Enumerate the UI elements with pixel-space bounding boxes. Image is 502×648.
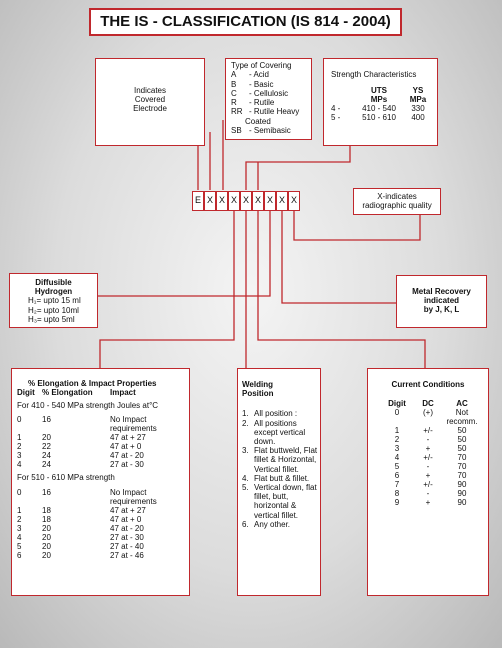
welding-item: [242, 409, 320, 418]
elong-percent: 24: [42, 451, 51, 461]
current-table: [382, 399, 480, 507]
elong-impact: 27 at - 30: [110, 460, 144, 470]
current-dc: +: [425, 444, 431, 454]
elongation-table-1: [17, 415, 170, 469]
strength-digit: 4 -: [331, 104, 341, 114]
current-dc: (+): [423, 408, 433, 418]
current-row: [382, 480, 480, 489]
elong-digit: 3: [17, 523, 22, 533]
elong-percent: 16: [42, 415, 51, 425]
elong-digit: 2: [17, 514, 22, 524]
current-digit: 9: [394, 498, 400, 508]
current-dc: +: [425, 471, 431, 481]
title-box: [89, 8, 402, 36]
covered-electrode-box: [95, 58, 205, 146]
elongation-header-table: [17, 388, 136, 397]
covering-code: B: [231, 79, 237, 89]
elong-digit: 1: [17, 505, 22, 515]
elongation-table-2: [17, 488, 170, 560]
elong-row: [17, 506, 170, 515]
covered-line-1: Indicates: [133, 86, 167, 95]
current-row: [382, 471, 480, 480]
elong-range-1: For 410 - 540 MPa strength Joules at°C: [17, 401, 159, 411]
elong-range-2: For 510 - 610 MPa strength: [17, 473, 115, 483]
code-cell-x: X: [252, 191, 264, 211]
welding-item: [242, 419, 320, 447]
elong-percent: 20: [42, 532, 51, 542]
covering-box: [225, 58, 312, 140]
ys-header: YS: [412, 86, 424, 96]
strength-ys: 330: [411, 104, 425, 114]
current-dc: +: [425, 498, 431, 508]
elong-header-impact: Impact: [110, 388, 136, 398]
welding-number: 6.: [242, 519, 249, 529]
elong-row: [17, 542, 170, 551]
welding-number: 4.: [242, 473, 249, 483]
elong-impact: 47 at - 20: [110, 523, 144, 533]
strength-title: Strength Characteristics: [331, 70, 417, 79]
current-digit: 1: [394, 426, 400, 436]
metal-line-3: by J, K, L: [423, 305, 460, 315]
elong-row: [17, 451, 170, 460]
covering-row: [231, 98, 311, 107]
welding-item: [242, 474, 320, 483]
current-row: [382, 462, 480, 471]
current-dc: +/-: [423, 480, 433, 490]
current-row: [382, 489, 480, 498]
current-dc: -: [426, 489, 430, 499]
current-ac: 90: [457, 480, 467, 490]
hydrogen-row: H₂= upto 10ml: [28, 305, 79, 315]
elong-percent: 20: [42, 550, 51, 560]
current-ac: Not recomm.: [446, 408, 478, 427]
uts-unit: MPs: [370, 95, 388, 105]
elong-digit: 3: [17, 451, 22, 461]
elong-percent: 18: [42, 505, 51, 515]
covering-desc: Coated: [245, 116, 271, 126]
elong-row: [17, 415, 170, 433]
covering-list: [231, 70, 311, 135]
current-row: [382, 444, 480, 453]
electrode-code: [192, 191, 302, 211]
current-header-ac: AC: [456, 399, 468, 409]
elong-row: [17, 488, 170, 506]
current-row: [382, 426, 480, 435]
elong-row: [17, 533, 170, 542]
elong-row: [17, 551, 170, 560]
elongation-title: % Elongation & Impact Properties: [28, 379, 157, 388]
elong-impact: No Impact requirements: [110, 415, 157, 434]
covering-row: [231, 117, 311, 126]
metal-line-2: indicated: [423, 296, 460, 306]
current-row: [382, 435, 480, 444]
strength-digit: 5 -: [331, 113, 341, 123]
current-dc: -: [426, 462, 430, 472]
elong-impact: 47 at + 27: [110, 433, 146, 443]
elong-percent: 20: [42, 523, 51, 533]
ys-unit: MPa: [409, 95, 427, 105]
welding-title-2: Position: [242, 389, 274, 399]
current-ac: 50: [457, 444, 467, 454]
covering-code: SB: [231, 126, 242, 136]
hydrogen-row: H₃= upto 5ml: [28, 314, 75, 324]
covered-line-2: Covered: [134, 95, 166, 105]
welding-box: [237, 368, 321, 596]
code-cell-x: X: [240, 191, 252, 211]
elong-impact: 47 at + 0: [110, 514, 142, 524]
welding-item: [242, 483, 320, 520]
welding-text: All position :: [254, 409, 298, 419]
elong-digit: 4: [17, 460, 22, 470]
current-ac: 90: [457, 498, 467, 508]
covering-desc: - Semibasic: [249, 126, 291, 136]
strength-uts: 510 - 610: [362, 113, 396, 123]
current-header-digit: Digit: [388, 399, 406, 409]
welding-text: Vertical down, flat fillet, butt, horizontal & vertical fillet.: [254, 483, 317, 520]
elong-row: [17, 515, 170, 524]
elong-impact: 47 at - 20: [110, 451, 144, 461]
elong-percent: 24: [42, 460, 51, 470]
covering-title: Type of Covering: [231, 61, 292, 70]
elong-digit: 5: [17, 541, 22, 551]
strength-ys: 400: [411, 113, 425, 123]
elong-digit: 0: [17, 415, 22, 425]
hydrogen-box: [9, 273, 98, 328]
xray-box: [353, 188, 441, 215]
elong-impact: No Impact requirements: [110, 487, 157, 506]
welding-text: All positions except vertical down.: [254, 418, 306, 447]
welding-list: [242, 409, 320, 529]
current-ac: 70: [457, 462, 467, 472]
covering-desc: - Rutile Heavy: [249, 107, 300, 117]
current-box: [367, 368, 489, 596]
page-title: THE IS - CLASSIFICATION (IS 814 - 2004): [100, 13, 391, 30]
current-digit: 4: [394, 453, 400, 463]
hydrogen-title-2: Hydrogen: [34, 287, 73, 297]
hydrogen-row: H₁= upto 15 ml: [28, 296, 81, 306]
covering-code: [231, 117, 245, 126]
covering-row: [231, 70, 311, 79]
elong-row: [17, 433, 170, 442]
covering-row: [231, 89, 311, 98]
welding-text: Flat butt & fillet.: [254, 473, 310, 483]
covering-code: RR: [231, 107, 243, 117]
welding-number: 3.: [242, 446, 249, 456]
elong-row: [17, 460, 170, 469]
current-header-dc: DC: [422, 399, 434, 409]
current-ac: 90: [457, 489, 467, 499]
welding-item: [242, 446, 320, 474]
covering-desc: - Acid: [249, 70, 270, 80]
elong-impact: 47 at + 0: [110, 442, 142, 452]
elong-header-elongation: % Elongation: [42, 388, 93, 398]
current-dc: +/-: [423, 426, 433, 436]
covering-row: [231, 107, 311, 116]
elong-percent: 18: [42, 514, 51, 524]
metal-recovery-box: [396, 275, 487, 328]
elong-impact: 27 at - 30: [110, 532, 144, 542]
current-digit: 6: [394, 471, 400, 481]
covering-desc: - Basic: [249, 79, 274, 89]
uts-header: UTS: [371, 86, 387, 96]
elong-percent: 16: [42, 487, 51, 497]
covering-code: R: [231, 98, 237, 108]
xray-line-2: radiographic quality: [362, 201, 432, 211]
current-title: Current Conditions: [391, 380, 465, 389]
current-ac: 70: [457, 471, 467, 481]
welding-title-1: Welding: [242, 380, 273, 389]
current-digit: 7: [394, 480, 400, 490]
covering-code: A: [231, 70, 237, 80]
covered-line-3: Electrode: [133, 104, 167, 114]
covering-row: [231, 80, 311, 89]
covering-desc: - Cellulosic: [249, 88, 289, 98]
elong-impact: 27 at - 46: [110, 550, 144, 560]
strength-box: [323, 58, 438, 146]
elong-percent: 22: [42, 442, 51, 452]
covering-desc: - Rutile: [249, 98, 275, 108]
current-ac: 70: [457, 453, 467, 463]
current-digit: 8: [394, 489, 400, 499]
welding-number: 2.: [242, 418, 249, 428]
current-digit: 2: [394, 435, 400, 445]
elong-percent: 20: [42, 433, 51, 443]
elong-percent: 20: [42, 541, 51, 551]
elong-row: [17, 524, 170, 533]
code-cell-x: X: [216, 191, 228, 211]
code-cell-e: E: [192, 191, 204, 211]
current-row: [382, 498, 480, 507]
code-cell-x: X: [288, 191, 300, 211]
current-row: [382, 453, 480, 462]
elong-digit: 1: [17, 433, 22, 443]
current-dc: -: [426, 435, 430, 445]
code-cell-x: X: [276, 191, 288, 211]
covering-row: [231, 126, 311, 135]
code-cell-x: X: [204, 191, 216, 211]
covering-code: C: [231, 88, 237, 98]
welding-text: Any other.: [254, 519, 291, 529]
current-dc: +/-: [423, 453, 433, 463]
welding-text: Flat buttweld, Flat fillet & Horizontal, Vertical fillet.: [254, 446, 318, 474]
strength-table: [331, 86, 431, 122]
elong-impact: 47 at + 27: [110, 505, 146, 515]
code-cell-x: X: [228, 191, 240, 211]
elong-digit: 4: [17, 532, 22, 542]
welding-item: [242, 520, 320, 529]
elong-digit: 6: [17, 550, 22, 560]
current-ac: 50: [457, 426, 467, 436]
elong-impact: 27 at - 40: [110, 541, 144, 551]
hydrogen-title-1: Diffusible: [35, 278, 72, 287]
current-row: [382, 408, 480, 426]
metal-line-1: Metal Recovery: [412, 287, 471, 296]
current-digit: 5: [394, 462, 400, 472]
elong-digit: 2: [17, 442, 22, 452]
elong-digit: 0: [17, 487, 22, 497]
elong-header-digit: Digit: [17, 388, 35, 398]
welding-number: 5.: [242, 483, 249, 493]
xray-line-1: X-indicates: [377, 192, 417, 201]
current-ac: 50: [457, 435, 467, 445]
welding-number: 1.: [242, 409, 249, 419]
elongation-box: [11, 368, 190, 596]
strength-uts: 410 - 540: [362, 104, 396, 114]
current-digit: 3: [394, 444, 400, 454]
current-digit: 0: [394, 408, 400, 418]
code-cell-x: X: [264, 191, 276, 211]
elong-row: [17, 442, 170, 451]
